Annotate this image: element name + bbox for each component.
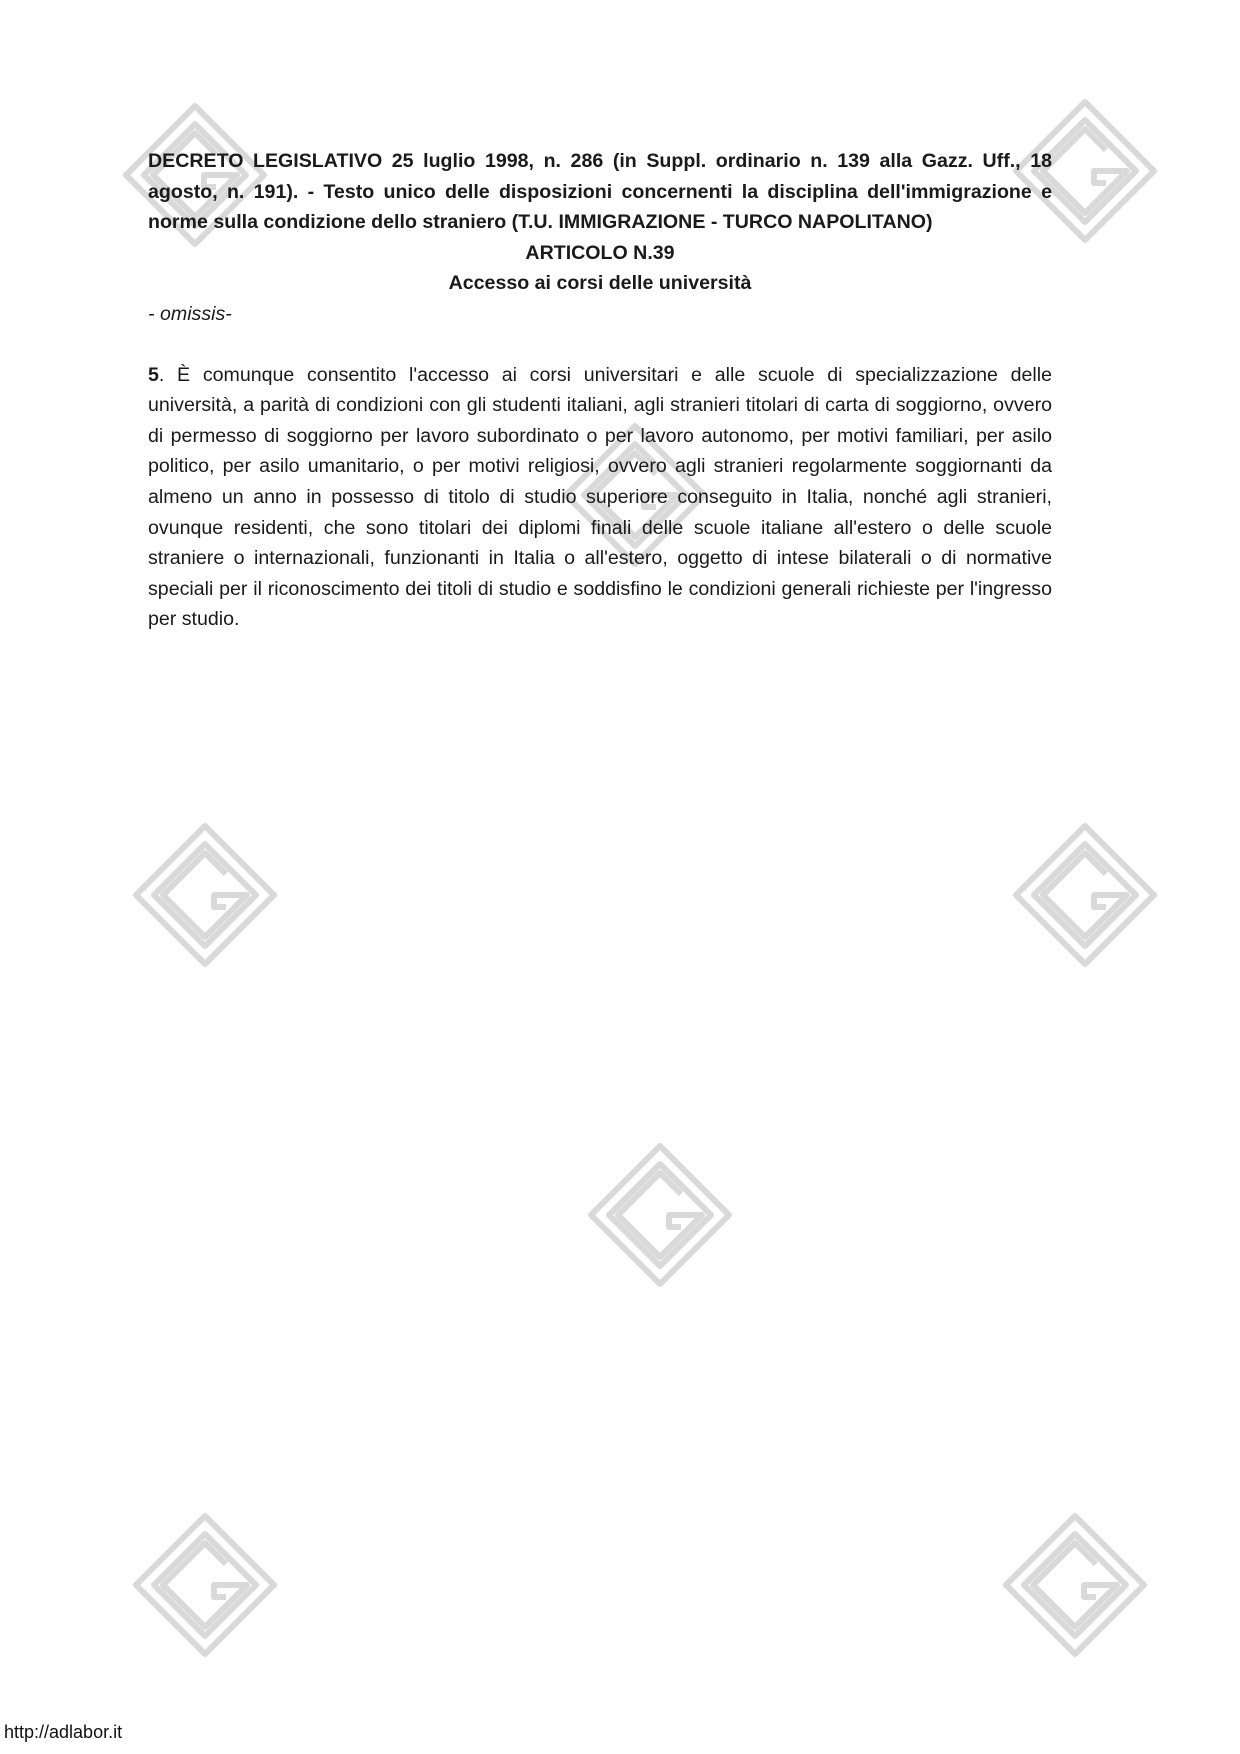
footer-url[interactable]: http://adlabor.it	[4, 1722, 123, 1742]
watermark-logo-icon	[130, 1510, 280, 1660]
omissis-note: - omissis-	[148, 302, 232, 325]
watermark-logo-icon	[1000, 1510, 1150, 1660]
decree-heading: DECRETO LEGISLATIVO 25 luglio 1998, n. 286 (in Suppl. ordinario n. 139 alla Gazz. Uff., 18 agosto, n. 191). - Testo unico delle disposizioni concernenti la disciplina dell'immigrazione e norme sulla condizione dello straniero (T.U. IMMIGRAZIONE - TURCO NAPOLITANO)	[148, 150, 1052, 234]
paragraph-5	[148, 360, 1052, 635]
paragraph-number: 5	[148, 363, 159, 386]
paragraph-text: . È comunque consentito l'accesso ai corsi universitari e alle scuole di specializzazione delle università, a parità di condizioni con gli studenti italiani, agli stranieri titolari di carta di soggiorno, ovvero di permesso di soggiorno per lavoro subordinato o per lavoro autonomo, per motivi familiari, per asilo politico, per asilo umanitario, o per motivi religiosi, ovvero agli stranieri regolarmente soggiornanti da almeno un anno in possesso di titolo di studio superiore conseguito in Italia, nonché agli stranieri, ovunque residenti, che sono titolari dei diplomi finali delle scuole italiane all'estero o delle scuole straniere o internazionali, funzionanti in Italia o all'estero, oggetto di intese bilaterali o di normative speciali per il riconoscimento dei titoli di studio e soddisfino le condizioni generali richieste per l'ingresso per studio.	[148, 363, 1052, 631]
article-title: Accesso ai corsi delle università	[448, 272, 752, 295]
article-number: ARTICOLO N.39	[525, 241, 675, 264]
watermark-logo-icon	[130, 820, 280, 970]
watermark-logo-icon	[585, 1140, 735, 1290]
watermark-logo-icon	[1010, 820, 1160, 970]
document-body	[148, 146, 1052, 635]
